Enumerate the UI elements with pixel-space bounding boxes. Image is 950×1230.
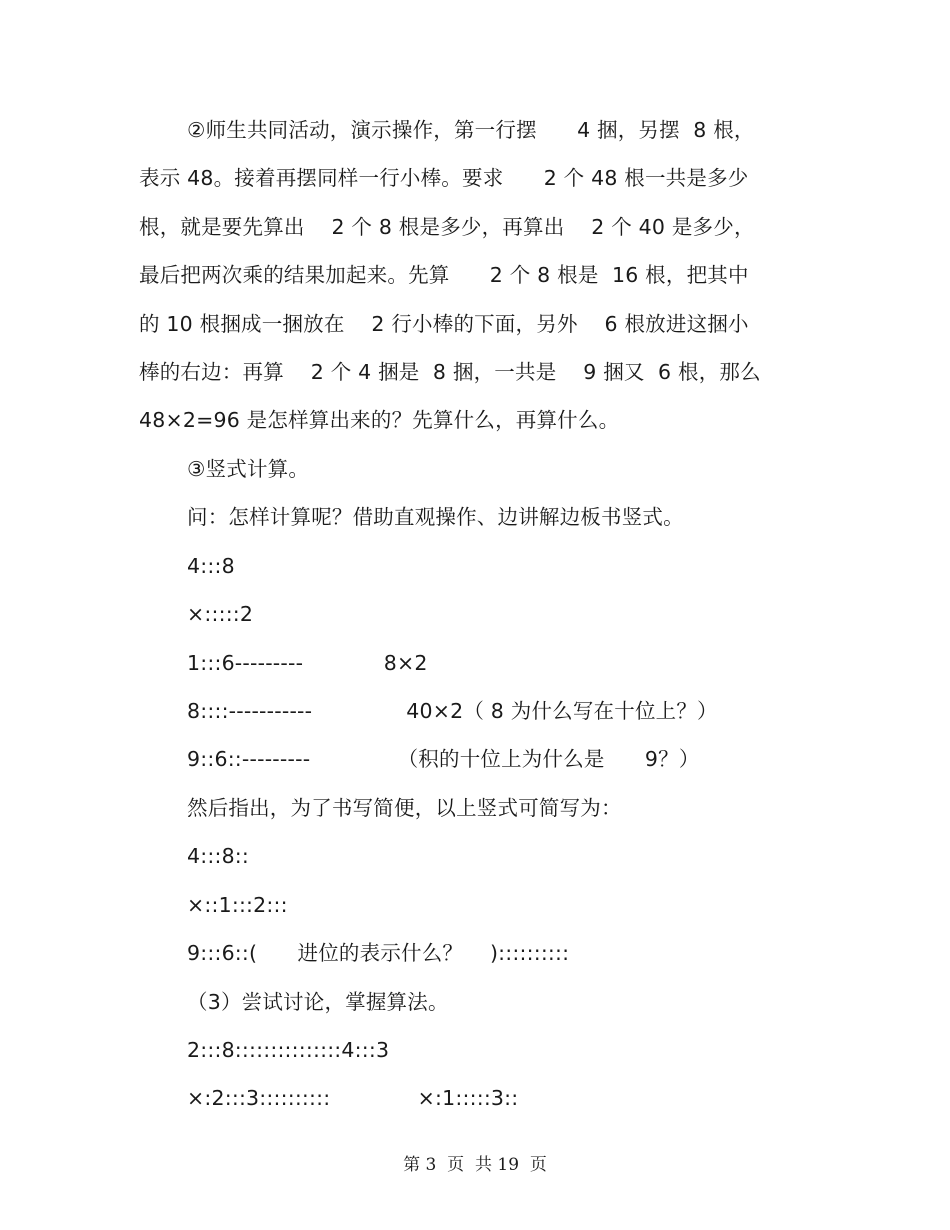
text-line-13: 8::::----------- 40×2（ 8 为什么写在十位上？） xyxy=(187,699,718,723)
text-line-16: 4:::8:: xyxy=(187,844,250,868)
page-footer: 第 3 页 共 19 页 xyxy=(403,1155,547,1175)
text-line-17: ×::1:::2::: xyxy=(187,893,288,917)
text-line-10: 4:::8 xyxy=(187,554,235,578)
text-line-7: 48×2=96 是怎样算出来的？先算什么，再算什么。 xyxy=(139,408,620,432)
text-line-12: 1:::6--------- 8×2 xyxy=(187,651,428,675)
text-line-14: 9::6::--------- （积的十位上为什么是 9？） xyxy=(187,747,700,771)
text-line-19: （3）尝试讨论，掌握算法。 xyxy=(187,990,449,1014)
text-line-6: 棒的右边：再算 2 个 4 捆是 8 捆，一共是 9 捆又 6 根，那么 xyxy=(139,360,761,384)
text-line-9: 问：怎样计算呢？借助直观操作、边讲解边板书竖式。 xyxy=(187,505,684,529)
text-line-20: 2:::8:::::::::::::::4:::3 xyxy=(187,1038,390,1062)
text-line-1: ②师生共同活动，演示操作，第一行摆 4 捆，另摆 8 根， xyxy=(187,118,755,142)
text-line-4: 最后把两次乘的结果加起来。先算 2 个 8 根是 16 根，把其中 xyxy=(139,263,749,287)
text-line-15: 然后指出，为了书写简便，以上竖式可简写为： xyxy=(187,796,622,820)
text-line-3: 根，就是要先算出 2 个 8 根是多少，再算出 2 个 40 是多少， xyxy=(139,215,755,239)
text-line-11: ×:::::2 xyxy=(187,602,254,626)
text-line-2: 表示 48。接着再摆同样一行小棒。要求 2 个 48 根一共是多少 xyxy=(139,166,749,190)
text-line-8: ③竖式计算。 xyxy=(187,457,310,481)
text-line-21: ×:2:::3:::::::::: ×:1:::::3:: xyxy=(187,1086,519,1110)
text-line-18: 9:::6::( 进位的表示什么？ ):::::::::: xyxy=(187,941,570,965)
text-line-5: 的 10 根捆成一捆放在 2 行小棒的下面，另外 6 根放进这捆小 xyxy=(139,312,749,336)
